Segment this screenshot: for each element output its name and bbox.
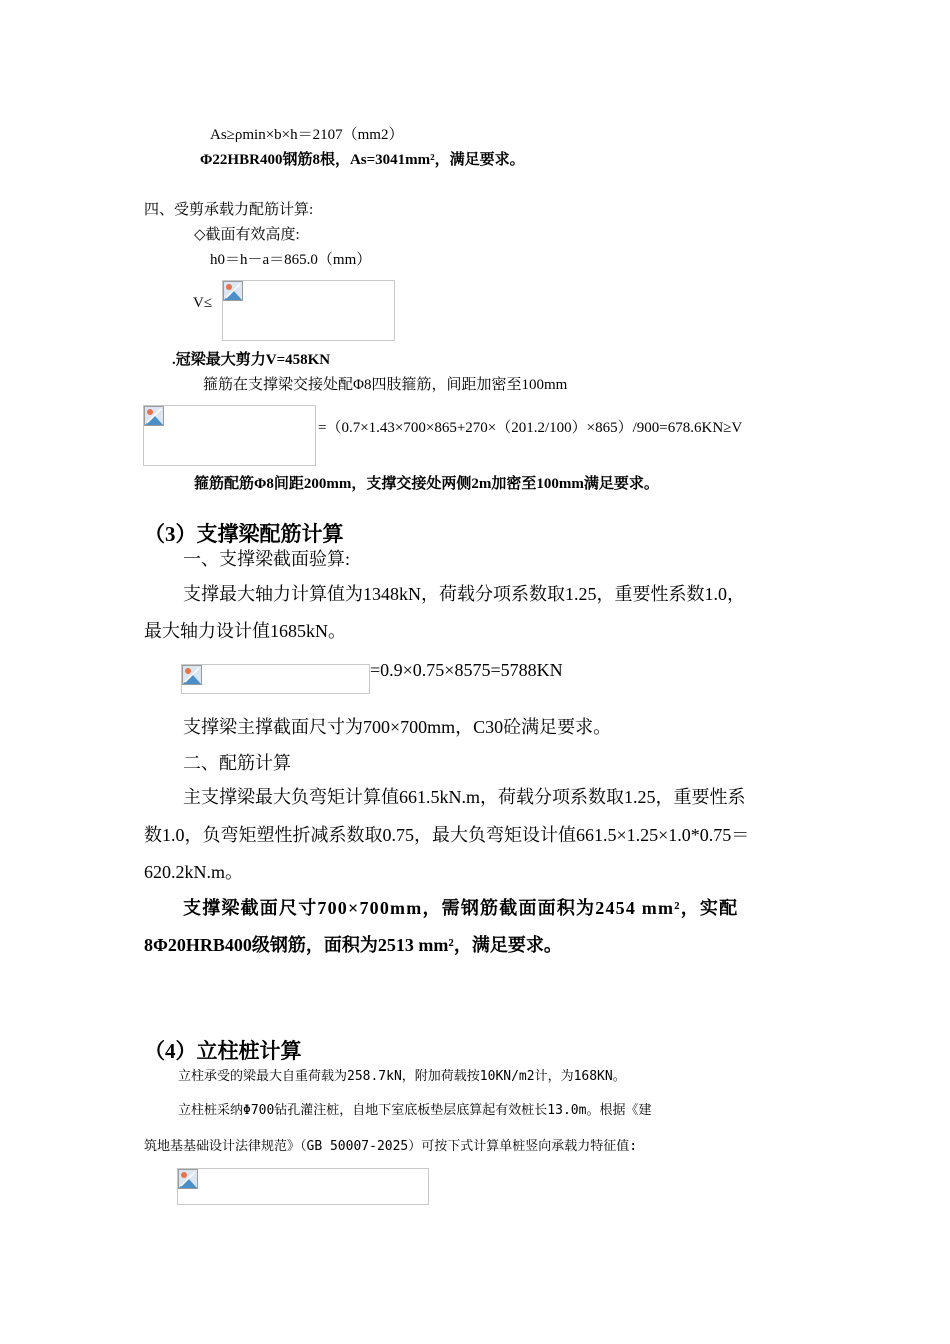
eff-height-label: ◇截面有效高度: (194, 227, 300, 243)
shear-title: 四、受剪承载力配筋计算: (144, 202, 314, 218)
section-3-item-2: 二、配筋计算 (183, 753, 291, 773)
section-4-line: 立柱承受的梁最大自重荷载为258.7kN，附加荷载按10KN/m2计，为168KN。 (178, 1069, 626, 1084)
rebar-choice-line: Φ22HBR400钢筋8根，As=3041mm²，满足要求。 (200, 152, 525, 168)
formula-image (222, 280, 395, 341)
section-4-heading: （4）立柱桩计算 (144, 1039, 302, 1063)
formula-image (181, 664, 370, 694)
shear-calc: =（0.7×1.43×700×865+270×（201.2/100）×865）/900=678.6KN≥V (318, 420, 743, 436)
section-3-para-1: 支撑最大轴力计算值为1348kN，荷载分项系数取1.25，重要性系数1.0， (183, 584, 745, 604)
section-3-para-2: 主支撑梁最大负弯矩计算值661.5kN.m，荷载分项系数取1.25，重要性系 (183, 787, 746, 807)
h0-line: h0＝h－a＝865.0（mm） (210, 252, 372, 268)
section-3-para-2: 数1.0，负弯矩塑性折减系数取0.75，最大负弯矩设计值661.5×1.25×1.0*0.75＝ (144, 825, 750, 845)
section-4-line: 筑地基基础设计法律规范》（GB 50007-2025）可按下式计算单桩竖向承载力特征值: (144, 1139, 638, 1154)
section-3-conclusion: 8Φ20HRB400级钢筋，面积为2513 mm²，满足要求。 (144, 935, 562, 955)
max-shear-line: .冠梁最大剪力V=458KN (172, 352, 331, 368)
stirrup-conclusion: 箍筋配筋Φ8间距200mm，支撑交接处两侧2m加密至100mm满足要求。 (194, 476, 659, 492)
axial-calc: =0.9×0.75×8575=5788KN (370, 660, 563, 680)
section-3-conclusion: 支撑梁截面尺寸700×700mm，需钢筋截面面积为2454 mm²，实配 (183, 898, 739, 918)
formula-image (143, 405, 316, 466)
section-3-para-2: 620.2kN.m。 (144, 862, 243, 882)
section-3-section-ok: 支撑梁主撑截面尺寸为700×700mm，C30砼满足要求。 (183, 717, 612, 737)
as-min-line: As≥ρmin×b×h＝2107（mm2） (210, 127, 404, 143)
broken-image-icon (178, 1169, 198, 1189)
section-3-item-1: 一、支撑梁截面验算: (183, 549, 351, 569)
section-3-heading: （3）支撑梁配筋计算 (144, 522, 344, 546)
section-3-para-1: 最大轴力设计值1685kN。 (144, 621, 346, 641)
broken-image-icon (223, 281, 243, 301)
v-le-label: V≤ (193, 295, 213, 311)
stirrup-desc: 箍筋在支撑梁交接处配Φ8四肢箍筋，间距加密至100mm (203, 377, 568, 393)
broken-image-icon (144, 406, 164, 426)
broken-image-icon (182, 665, 202, 685)
section-4-line: 立柱桩采纳Φ700钻孔灌注桩，自地下室底板垫层底算起有效桩长13.0m。根据《建 (178, 1103, 652, 1118)
formula-image (177, 1168, 429, 1205)
